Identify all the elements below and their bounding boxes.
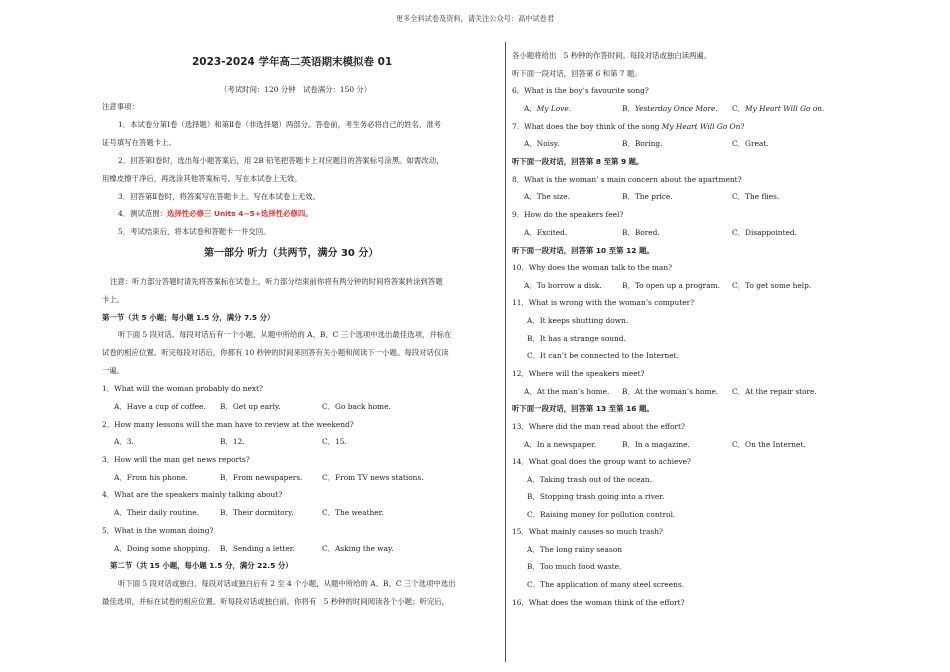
test-range: 选择性必修三 Units 4~5+选择性必修四。 xyxy=(167,209,313,218)
q12-option-a: A．At the man’s home. xyxy=(524,387,610,396)
q11-option-b: B．It has a strange sound. xyxy=(527,334,626,343)
section2-desc-a: 听下面 5 段对话或独白。每段对话或独白后有 2 至 4 个小题，从题中所给的 A、B、C 三个选项中选出 xyxy=(118,579,456,588)
q14-stem: 14．What goal does the group want to achieve? xyxy=(512,457,692,466)
q8-stem: 8．What is the woman’ s main concern about the apartment? xyxy=(512,175,742,184)
notice-4-prefix: 4．测试范围： xyxy=(118,209,168,218)
q6-a-prefix: A． xyxy=(524,104,537,113)
q6-c-text: My Heart Will Go on. xyxy=(745,104,825,113)
q12-stem: 12．Where will the speakers meet? xyxy=(512,369,645,378)
notice-2a: 2．回答第Ⅰ卷时，选出每小题答案后，用 2B 铅笔把答题卡上对应题目的答案标号涂黑。如需改动， xyxy=(118,156,444,165)
q1-option-a: A．Have a cup of coffee. xyxy=(114,402,206,411)
q6-option-c xyxy=(732,103,824,114)
q7-stem-pre: 7．What does the boy think of the song xyxy=(512,122,662,131)
q2-stem: 2．How many lessons will the man have to review at the weekend? xyxy=(102,420,354,429)
section2-desc-c: 各小题将给出 5 秒钟的作答时间。每段对话或独白读两遍。 xyxy=(512,51,712,60)
dialog-13-16: 听下面一段对话，回答第 13 至第 16 题。 xyxy=(512,404,654,413)
section1-desc-b: 试卷的相应位置。听完每段对话后，你都有 10 秒钟的时间来回答有关小题和阅读下一小题。每段对话仅读 xyxy=(102,348,449,357)
q7-stem-title: My Heart Will Go On xyxy=(661,122,741,131)
q7-option-c: C．Great. xyxy=(732,139,769,148)
q13-option-a: A．In a newspaper. xyxy=(524,440,597,449)
q4-option-b: B．Their dormitory. xyxy=(220,508,294,517)
q9-option-b: B．Bored. xyxy=(622,228,660,237)
q6-b-prefix: B． xyxy=(622,104,635,113)
q11-stem: 11．What is wrong with the woman’s computer? xyxy=(512,298,695,307)
part1-note-a: 注意：听力部分答题时请先将答案标在试卷上，听力部分结束前你将有两分钟的时间将答案转涂到答题 xyxy=(110,277,443,286)
q5-option-c: C．Asking the way. xyxy=(322,544,394,553)
q11-option-a: A．It keeps shutting down. xyxy=(527,316,629,325)
q2-option-b: B．12. xyxy=(220,437,245,446)
part1-note-b: 卡上。 xyxy=(102,295,125,304)
q6-a-text: My Love. xyxy=(536,104,572,113)
q8-option-b: B．The price. xyxy=(622,192,673,201)
q6-c-prefix: C． xyxy=(732,104,746,113)
q13-stem: 13．Where did the man read about the effort? xyxy=(512,422,685,431)
q7-stem-post: ? xyxy=(740,122,745,131)
q13-option-c: C．On the Internet. xyxy=(732,440,806,449)
q10-option-a: A．To borrow a disk. xyxy=(524,281,602,290)
q14-option-c: C．Raising money for pollution control. xyxy=(527,510,676,519)
notice-heading: 注意事项： xyxy=(102,102,139,111)
header-note: 更多全科试卷及资料，请关注公众号：高中试卷君 xyxy=(395,14,555,23)
q8-option-c: C．The flies. xyxy=(732,192,780,201)
column-divider xyxy=(505,42,506,662)
q3-option-b: B．From newspapers. xyxy=(220,473,303,482)
q9-option-a: A．Excited. xyxy=(524,228,568,237)
q10-option-b: B．To open up a program. xyxy=(622,281,720,290)
section1-title: 第一节（共 5 小题；每小题 1.5 分，满分 7.5 分） xyxy=(102,313,275,322)
section2-title: 第二节（共 15 小题，每小题 1.5 分，满分 22.5 分） xyxy=(110,561,293,570)
q3-stem: 3．How will the man get news reports? xyxy=(102,455,250,464)
notice-3: 3．回答第Ⅱ卷时，将答案写在答题卡上。写在本试卷上无效。 xyxy=(118,192,320,201)
q2-option-a: A．3. xyxy=(114,437,134,446)
q10-option-c: C．To get some help. xyxy=(732,281,812,290)
q7-option-b: B．Boring. xyxy=(622,139,663,148)
q12-option-c: C．At the repair store. xyxy=(732,387,817,396)
section1-desc-c: 一遍。 xyxy=(102,366,125,375)
q1-stem: 1．What will the woman probably do next? xyxy=(102,384,263,393)
notice-1a: 1．本试卷分第Ⅰ卷（选择题）和第Ⅱ卷（非选择题）两部分。答卷前，考生务必将自己的姓名、准考 xyxy=(118,120,442,129)
notice-4 xyxy=(118,208,313,219)
q12-option-b: B．At the woman’s home. xyxy=(622,387,719,396)
exam-info: （考试时间：120 分钟 试卷满分：150 分） xyxy=(220,85,372,94)
section2-desc-b: 最佳选项，并标在试卷的相应位置。听每段对话或独白前，你将有 5 秒钟的时间阅读各个小题；听完后， xyxy=(102,597,450,606)
q8-option-a: A．The size. xyxy=(524,192,570,201)
notice-5: 5．考试结束后，将本试卷和答题卡一并交回。 xyxy=(118,227,271,236)
dialog-10-12: 听下面一段对话，回答第 10 至第 12 题。 xyxy=(512,246,654,255)
q11-option-c: C．It can’t be connected to the Internet. xyxy=(527,351,679,360)
q9-option-c: C．Disappointed. xyxy=(732,228,797,237)
q3-option-a: A．From his phone. xyxy=(114,473,188,482)
q14-option-a: A．Taking trash out of the ocean. xyxy=(527,475,652,484)
q6-b-text: Yesterday Once More. xyxy=(634,104,718,113)
q4-option-a: A．Their daily routine. xyxy=(114,508,199,517)
notice-1b: 证号填写在答题卡上。 xyxy=(102,138,176,147)
q5-option-a: A．Doing some shopping. xyxy=(114,544,210,553)
q5-option-b: B．Sending a letter. xyxy=(220,544,295,553)
q15-option-a: A．The long rainy season xyxy=(527,545,622,554)
q1-option-c: C．Go back home. xyxy=(322,402,391,411)
q16-stem: 16．What does the woman think of the effort? xyxy=(512,598,685,607)
q15-option-c: C．The application of many steel screens. xyxy=(527,580,685,589)
q14-option-b: B．Stopping trash going into a river. xyxy=(527,492,665,501)
section1-desc-a: 听下面 5 段对话。每段对话后有一个小题，从题中所给的 A、B、C 三个选项中选出最佳选项，并标在 xyxy=(118,330,452,339)
dialog-6-7: 听下面一段对话，回答第 6 和第 7 题。 xyxy=(512,69,642,78)
q5-stem: 5．What is the woman doing? xyxy=(102,526,214,535)
page-title: 2023-2024 学年高二英语期末模拟卷 01 xyxy=(192,56,393,68)
q7-option-a: A．Noisy. xyxy=(524,139,560,148)
q4-option-c: C．The weather. xyxy=(322,508,384,517)
part1-title: 第一部分 听力（共两节，满分 30 分） xyxy=(204,248,379,259)
q4-stem: 4．What are the speakers mainly talking about? xyxy=(102,490,283,499)
q6-option-a xyxy=(524,103,571,114)
q2-option-c: C．15. xyxy=(322,437,347,446)
q3-option-c: C．From TV news stations. xyxy=(322,473,424,482)
notice-2b: 用橡皮擦干净后，再选涂其他答案标号。写在本试卷上无效。 xyxy=(102,174,302,183)
q10-stem: 10．Why does the woman talk to the man? xyxy=(512,263,673,272)
q1-option-b: B．Get up early. xyxy=(220,402,281,411)
q9-stem: 9．How do the speakers feel? xyxy=(512,210,624,219)
q13-option-b: B．In a magazine. xyxy=(622,440,690,449)
q7-stem xyxy=(512,121,744,132)
q6-stem: 6．What is the boy’s favourite song? xyxy=(512,86,649,95)
q15-option-b: B．Too much food waste. xyxy=(527,562,622,571)
dialog-8-9: 听下面一段对话，回答第 8 至第 9 题。 xyxy=(512,157,644,166)
q6-option-b xyxy=(622,103,718,114)
q15-stem: 15．What mainly causes so much trash? xyxy=(512,527,663,536)
